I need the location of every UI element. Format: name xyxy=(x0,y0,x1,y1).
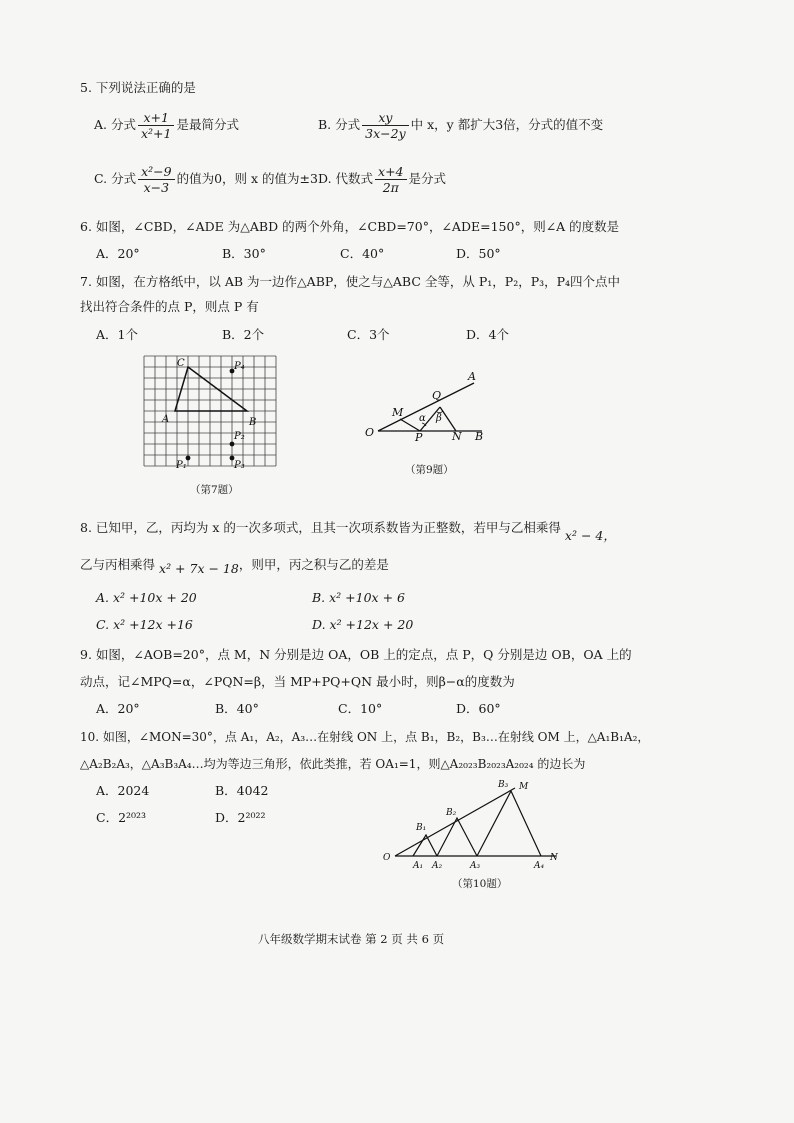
fig10-label-a2: A₂ xyxy=(432,861,443,871)
q8-option-c: C. x² +12x +16 xyxy=(96,617,193,632)
q7-option-b: B．2个 xyxy=(222,327,265,342)
q6-option-b: B．30° xyxy=(222,246,266,261)
fig9-label-a: A xyxy=(468,370,476,383)
fig10-label-b2: B₂ xyxy=(446,808,457,818)
q7-option-a: A．1个 xyxy=(96,327,138,342)
q8-option-b: B. x² +10x + 6 xyxy=(312,590,405,605)
q10-option-d: D．2²⁰²² xyxy=(215,810,266,825)
q7-option-d: D．4个 xyxy=(466,327,509,342)
fig7-label-p1: P₁ xyxy=(176,460,187,471)
q8-option-a: A. x² +10x + 20 xyxy=(96,590,197,605)
fig9-label-alpha: α xyxy=(419,413,426,424)
fig9-label-m: M xyxy=(392,406,404,419)
q5-option-c xyxy=(94,164,318,195)
fig9-label-n: N xyxy=(452,430,462,443)
q5-a-numerator: x+1 xyxy=(138,110,175,126)
q8-option-d: D. x² +12x + 20 xyxy=(312,617,414,632)
q9-option-a: A．20° xyxy=(96,701,140,716)
q6-option-d: D．50° xyxy=(456,246,501,261)
fig10-label-o: O xyxy=(383,853,391,863)
fig10-caption: （第10题） xyxy=(452,878,508,890)
q9-option-c: C．10° xyxy=(338,701,383,716)
q5-stem: 5. 下列说法正确的是 xyxy=(80,80,196,95)
figure-7 xyxy=(138,348,278,488)
q5-c-numerator: x²−9 xyxy=(138,164,175,180)
q8-expr-1: x² − 4， xyxy=(564,528,616,543)
q10-stem-line1: 10. 如图，∠MON=30°，点 A₁，A₂，A₃…在射线 ON 上，点 B₁，B₂，B₃…在射线 OM 上，△A₁B₁A₂， xyxy=(80,730,650,744)
q5-b-prefix: B. 分式 xyxy=(318,117,361,132)
figure-9 xyxy=(360,366,500,446)
q10-option-b: B．4042 xyxy=(215,783,269,798)
q5-option-d xyxy=(318,164,446,195)
fig10-label-a1: A₁ xyxy=(413,861,424,871)
q5-option-b xyxy=(318,110,603,141)
fig10-label-m: M xyxy=(519,782,529,792)
fig9-label-p: P xyxy=(415,431,423,444)
fig10-label-a3: A₃ xyxy=(470,861,481,871)
q5-c-suffix: 的值为0，则 x 的值为±3 xyxy=(176,171,318,186)
q5-a-suffix: 是最简分式 xyxy=(176,117,239,132)
q5-d-denominator: 2π xyxy=(382,180,399,195)
q6-option-c: C．40° xyxy=(340,246,385,261)
fig10-label-a4: A₄ xyxy=(534,861,545,871)
q5-d-numerator: x+4 xyxy=(375,164,406,180)
fig7-caption: （第7题） xyxy=(190,484,239,496)
q8-stem-text: 8. 已知甲，乙，丙均为 x 的一次多项式，且其一次项系数皆为正整数，若甲与乙相乘得 xyxy=(80,520,561,535)
q5-a-fraction xyxy=(138,110,175,141)
q6-option-a: A．20° xyxy=(96,246,140,261)
q8-stem2-text: 乙与丙相乘得 xyxy=(80,557,156,572)
fig7-label-p2: P₂ xyxy=(234,431,245,442)
q5-a-denominator: x²+1 xyxy=(140,126,172,141)
q8-stem2-suffix: ，则甲，丙之积与乙的差是 xyxy=(238,557,389,572)
q8-stem-line2 xyxy=(80,555,389,576)
q10-option-a: A．2024 xyxy=(96,783,150,798)
fig7-label-b: B xyxy=(249,417,257,428)
fig9-label-q: Q xyxy=(432,389,442,402)
q5-c-fraction xyxy=(138,164,175,195)
q5-d-suffix: 是分式 xyxy=(408,171,447,186)
fig7-label-c: C xyxy=(177,358,185,369)
fig9-label-b: B xyxy=(475,430,484,443)
q6-stem: 6. 如图，∠CBD，∠ADE 为△ABD 的两个外角，∠CBD=70°，∠ADE=150°，则∠A 的度数是 xyxy=(80,219,620,234)
q7-option-c: C．3个 xyxy=(347,327,390,342)
fig9-caption: （第9题） xyxy=(405,464,454,476)
fig9-label-o: O xyxy=(365,426,375,439)
q5-option-a xyxy=(94,110,239,141)
q5-b-denominator: 3x−2y xyxy=(365,126,406,141)
fig7-label-p3: P₃ xyxy=(234,460,245,471)
q5-b-fraction xyxy=(362,110,409,141)
fig7-label-p4: P₄ xyxy=(234,361,245,372)
fig10-label-n: N xyxy=(550,853,558,863)
q5-d-prefix: D. 代数式 xyxy=(318,171,374,186)
q9-option-d: D．60° xyxy=(456,701,501,716)
q9-option-b: B．40° xyxy=(215,701,259,716)
q10-stem-line2: △A₂B₂A₃，△A₃B₃A₄…均为等边三角形，依此类推，若 OA₁=1，则△A₂₀₂₃B₂₀₂₃A₂₀₂₄ 的边长为 xyxy=(80,757,586,771)
q7-stem-line2: 找出符合条件的点 P，则点 P 有 xyxy=(80,299,259,314)
q5-a-prefix: A. 分式 xyxy=(94,117,136,132)
q10-option-c: C．2²⁰²³ xyxy=(96,810,147,825)
q9-stem-line1: 9. 如图，∠AOB=20°，点 M，N 分别是边 OA，OB 上的定点，点 P，Q 分别是边 OB，OA 上的 xyxy=(80,647,632,662)
q5-b-suffix: 中 x，y 都扩大3倍，分式的值不变 xyxy=(410,117,604,132)
q5-b-numerator: xy xyxy=(362,110,409,126)
q5-c-denominator: x−3 xyxy=(143,180,170,195)
q5-c-prefix: C. 分式 xyxy=(94,171,137,186)
fig9-label-beta: β xyxy=(436,413,442,424)
q7-stem-line1: 7. 如图，在方格纸中，以 AB 为一边作△ABP，使之与△ABC 全等，从 P₁，P₂，P₃，P₄四个点中 xyxy=(80,274,621,289)
figure-10 xyxy=(378,775,568,875)
fig10-label-b3: B₃ xyxy=(498,780,509,790)
fig7-label-a: A xyxy=(162,414,170,425)
q5-d-fraction xyxy=(375,164,406,195)
q8-stem-line1 xyxy=(80,518,616,543)
fig10-label-b1: B₁ xyxy=(416,823,427,833)
q8-expr-2: x² + 7x − 18 xyxy=(159,561,239,576)
q9-stem-line2: 动点，记∠MPQ=α，∠PQN=β，当 MP+PQ+QN 最小时，则β−α的度数为 xyxy=(80,674,515,689)
page-footer: 八年级数学期末试卷 第 2 页 共 6 页 xyxy=(258,932,445,946)
